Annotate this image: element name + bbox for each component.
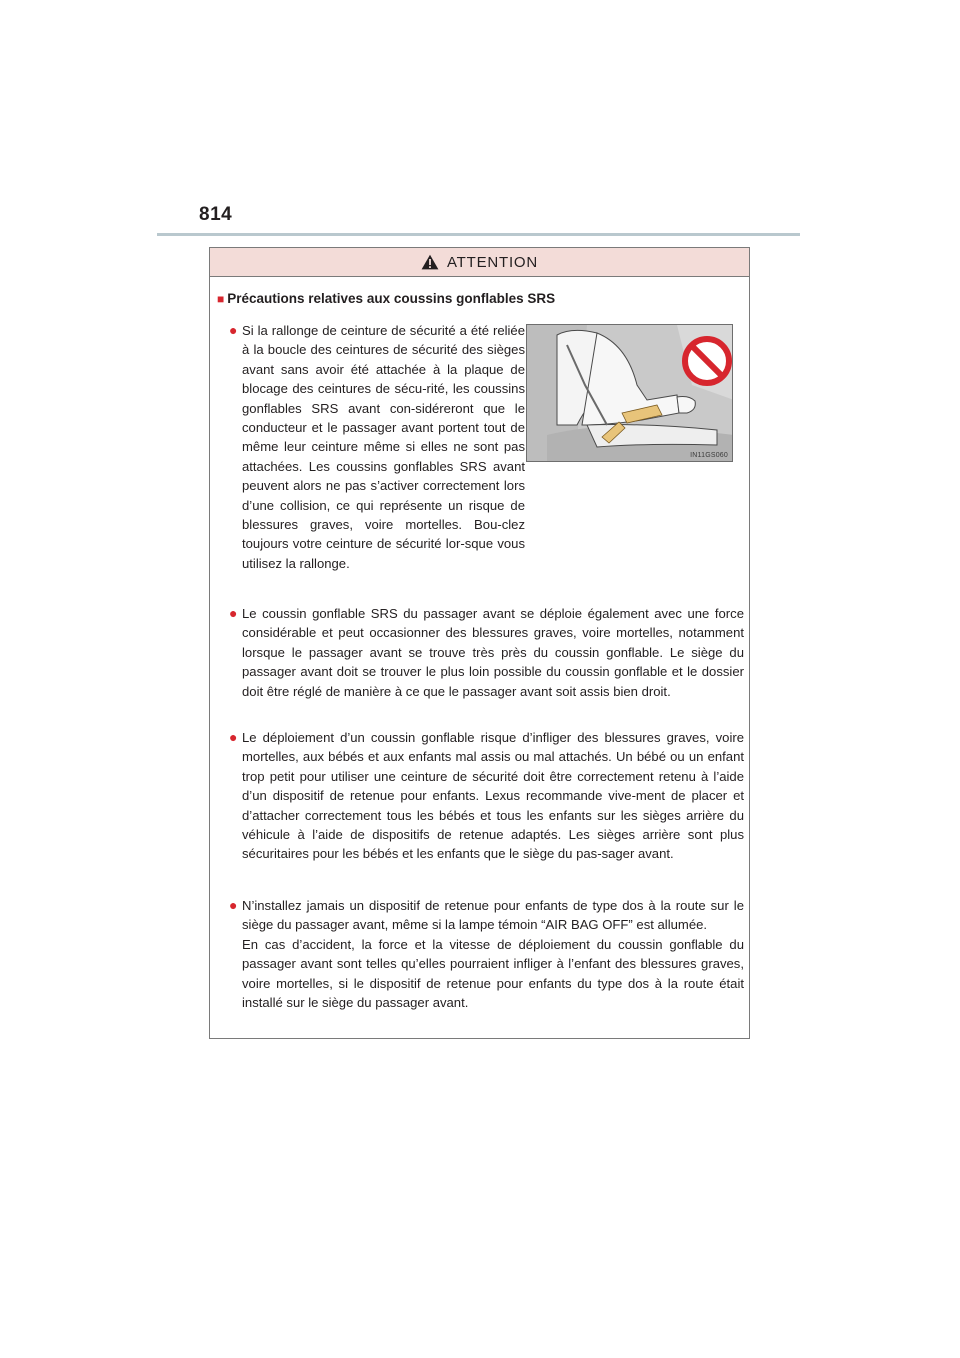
- caution-title: ATTENTION: [446, 253, 539, 271]
- section-heading: [217, 291, 555, 306]
- bullet-dot-icon: ●: [229, 897, 238, 913]
- warning-triangle-icon: [421, 254, 439, 270]
- page-number: 814: [199, 204, 233, 225]
- seatbelt-illustration: [527, 325, 733, 462]
- list-item-text: N’installez jamais un dispositif de retenue pour enfants de type dos à la route sur le siège du passager avant, même si la lampe témoin “AIR BAG OFF” est allumée.: [242, 898, 744, 933]
- list-item: [229, 896, 744, 1012]
- seatbelt-extender-figure: [526, 324, 733, 462]
- section-heading-text: Précautions relatives aux coussins gonflables SRS: [227, 291, 556, 306]
- caution-header: [210, 248, 749, 277]
- bullet-dot-icon: ●: [229, 322, 238, 338]
- bullet-dot-icon: ●: [229, 605, 238, 621]
- header-rule: [157, 233, 800, 236]
- list-item-text: Le coussin gonflable SRS du passager avant se déploie également avec une force considérable et peut occasionner des blessures graves, voire mortelles, notamment lorsque le passager avant se trouve très près du coussin gonflable. Le siège du passager avant doit se trouver le plus loin possible du coussin gonflable et le dossier doit être réglé de manière à ce que le passager avant soit assis bien droit.: [242, 606, 744, 699]
- list-item: [229, 321, 525, 573]
- list-item: [229, 604, 744, 701]
- bullet-dot-icon: ●: [229, 729, 238, 745]
- caution-box: [209, 247, 750, 1039]
- list-item-text: Si la rallonge de ceinture de sécurité a été reliée à la boucle des ceintures de sécurité des sièges avant sans avoir été attachée à la plaque de blocage des ceintures de sécu-rité, les coussins gonflables SRS avant con-sidéreront que le conducteur et le passager avant portent tout de même leur ceinture même si elles ne sont pas attachées. Les coussins gonflables SRS avant peuvent alors ne pas s’activer correctement lors d’une collision, ce qui représente un risque de blessures graves, voire mortelles. Bou-clez toujours votre ceinture de sécurité lor-sque vous utilisez la rallonge.: [242, 323, 525, 571]
- list-item-text: Le déploiement d’un coussin gonflable risque d’infliger des blessures graves, voire mortelles, aux bébés et aux enfants mal assis ou mal attachés. Un bébé ou un enfant trop petit pour utiliser une ceinture de sécurité doit être correctement retenu à l’aide d’un dispositif de retenue pour enfants. Lexus recommande vive-ment de placer et d’attacher correctement tous les bébés et tous les enfants sur les sièges arrière du véhicule à l’aide de dispositifs de retenue adaptés. Les sièges arrière sont plus sécuritaires pour les bébés et les enfants que le siège du pas-sager avant.: [242, 730, 744, 862]
- list-item: [229, 728, 744, 864]
- square-bullet-icon: ■: [217, 292, 225, 306]
- figure-code: IN11GS060: [690, 452, 728, 459]
- list-item-text-continued: En cas d’accident, la force et la vitesse de déploiement du coussin gonflable du passager avant sont telles qu’elles pourraient infliger à l’enfant des blessures graves, voire mortelles, si le dispositif de retenue pour enfants du type dos à la route était installé sur le siège du passager avant.: [242, 936, 744, 1011]
